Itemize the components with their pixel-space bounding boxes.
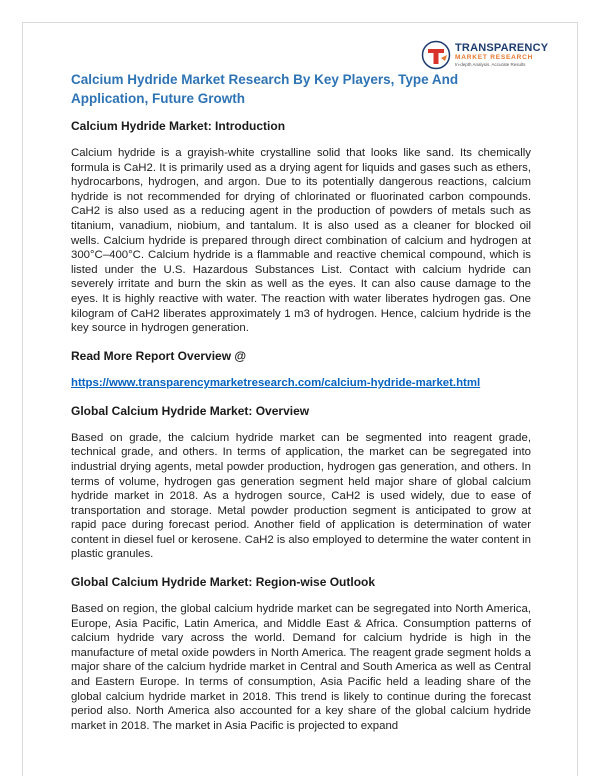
section-paragraph-region-outlook: Based on region, the global calcium hydride market can be segregated into North America, Europe, Asia Pacific, Latin America, and Middle East & Africa. Consumption patterns of calcium hydride vary across the world. Demand for calcium hydride is high in the manufacture of metal oxide powders in North America. The reagent grade segment holds a major share of the calcium hydride market in Central and South America as well as Central and Eastern Europe. In terms of consumption, Asia Pacific held a leading share of the global calcium hydride market in 2018. This trend is likely to continue during the forecast period also. North America also accounted for a key share of the global calcium hydride market in 2018. The market in Asia Pacific is projected to expand <box>71 603 531 732</box>
section-heading-read-more: Read More Report Overview @ <box>71 348 247 363</box>
section-heading-introduction: Calcium Hydride Market: Introduction <box>71 119 286 133</box>
logo-name: TRANSPARENCY <box>455 42 549 54</box>
section-paragraph-overview: Based on grade, the calcium hydride market can be segmented into reagent grade, technical grade, and others. In terms of application, the market can be segregated into industrial drying agents, metal powder production, hydrogen gas generation, and others. In terms of volume, hydrogen gas generation segment held major share of global calcium hydride market in 2018. As a hydrogen source, CaH2 is used widely, due to ease of transportation and storage. Metal powder production segment is anticipated to grow at rapid pace during forecast period. Another field of application is determination of water content in diesel fuel or kerosene. CaH2 is also employed to determine the water content in plastic granules. <box>71 431 531 561</box>
section-paragraph-introduction: Calcium hydride is a grayish-white crystalline solid that looks like sand. Its chemically formula is CaH2. It is primarily used as a drying agent for liquids and gases such as ethers, hydrocarbons, hydrogen, and argon. Due to its potentially dangerous reactions, calcium hydride is not recommended for drying of chlorinated or fluorinated carbon compounds. CaH2 is also used as a reducing agent in the production of powders of metals such as titanium, vanadium, niobium, and tantalum. It is also used as a cleaner for blocked oil wells. Calcium hydride is prepared through direct combination of calcium and hydrogen at 300°C–400°C. Calcium hydride is a flammable and reactive chemical compound, which is listed under the U.S. Hazardous Substances List. Contact with calcium hydride can severely irritate and burn the skin as well as the eyes. It can also cause damage to the eyes. It is highly reactive with water. The reaction with water liberates hydrogen gas. One kilogram of CaH2 liberates approximately 1 m3 of hydrogen. Hence, calcium hydride is the key source in hydrogen generation. <box>71 147 531 335</box>
document-body <box>71 70 531 746</box>
logo-subtitle: MARKET RESEARCH <box>455 54 534 61</box>
document-title: Calcium Hydride Market Research By Key Players, Type And Application, Future Growth <box>71 72 459 106</box>
company-logo <box>421 37 556 73</box>
section-heading-overview: Global Calcium Hydride Market: Overview <box>71 403 310 418</box>
logo-emblem-icon <box>421 40 451 70</box>
section-heading-region-outlook: Global Calcium Hydride Market: Region-wise Outlook <box>71 575 376 590</box>
logo-tagline: In-depth Analysis. Accurate Results <box>455 61 526 67</box>
report-overview-link[interactable]: https://www.transparencymarketresearch.com/calcium-hydride-market.html <box>71 376 481 389</box>
